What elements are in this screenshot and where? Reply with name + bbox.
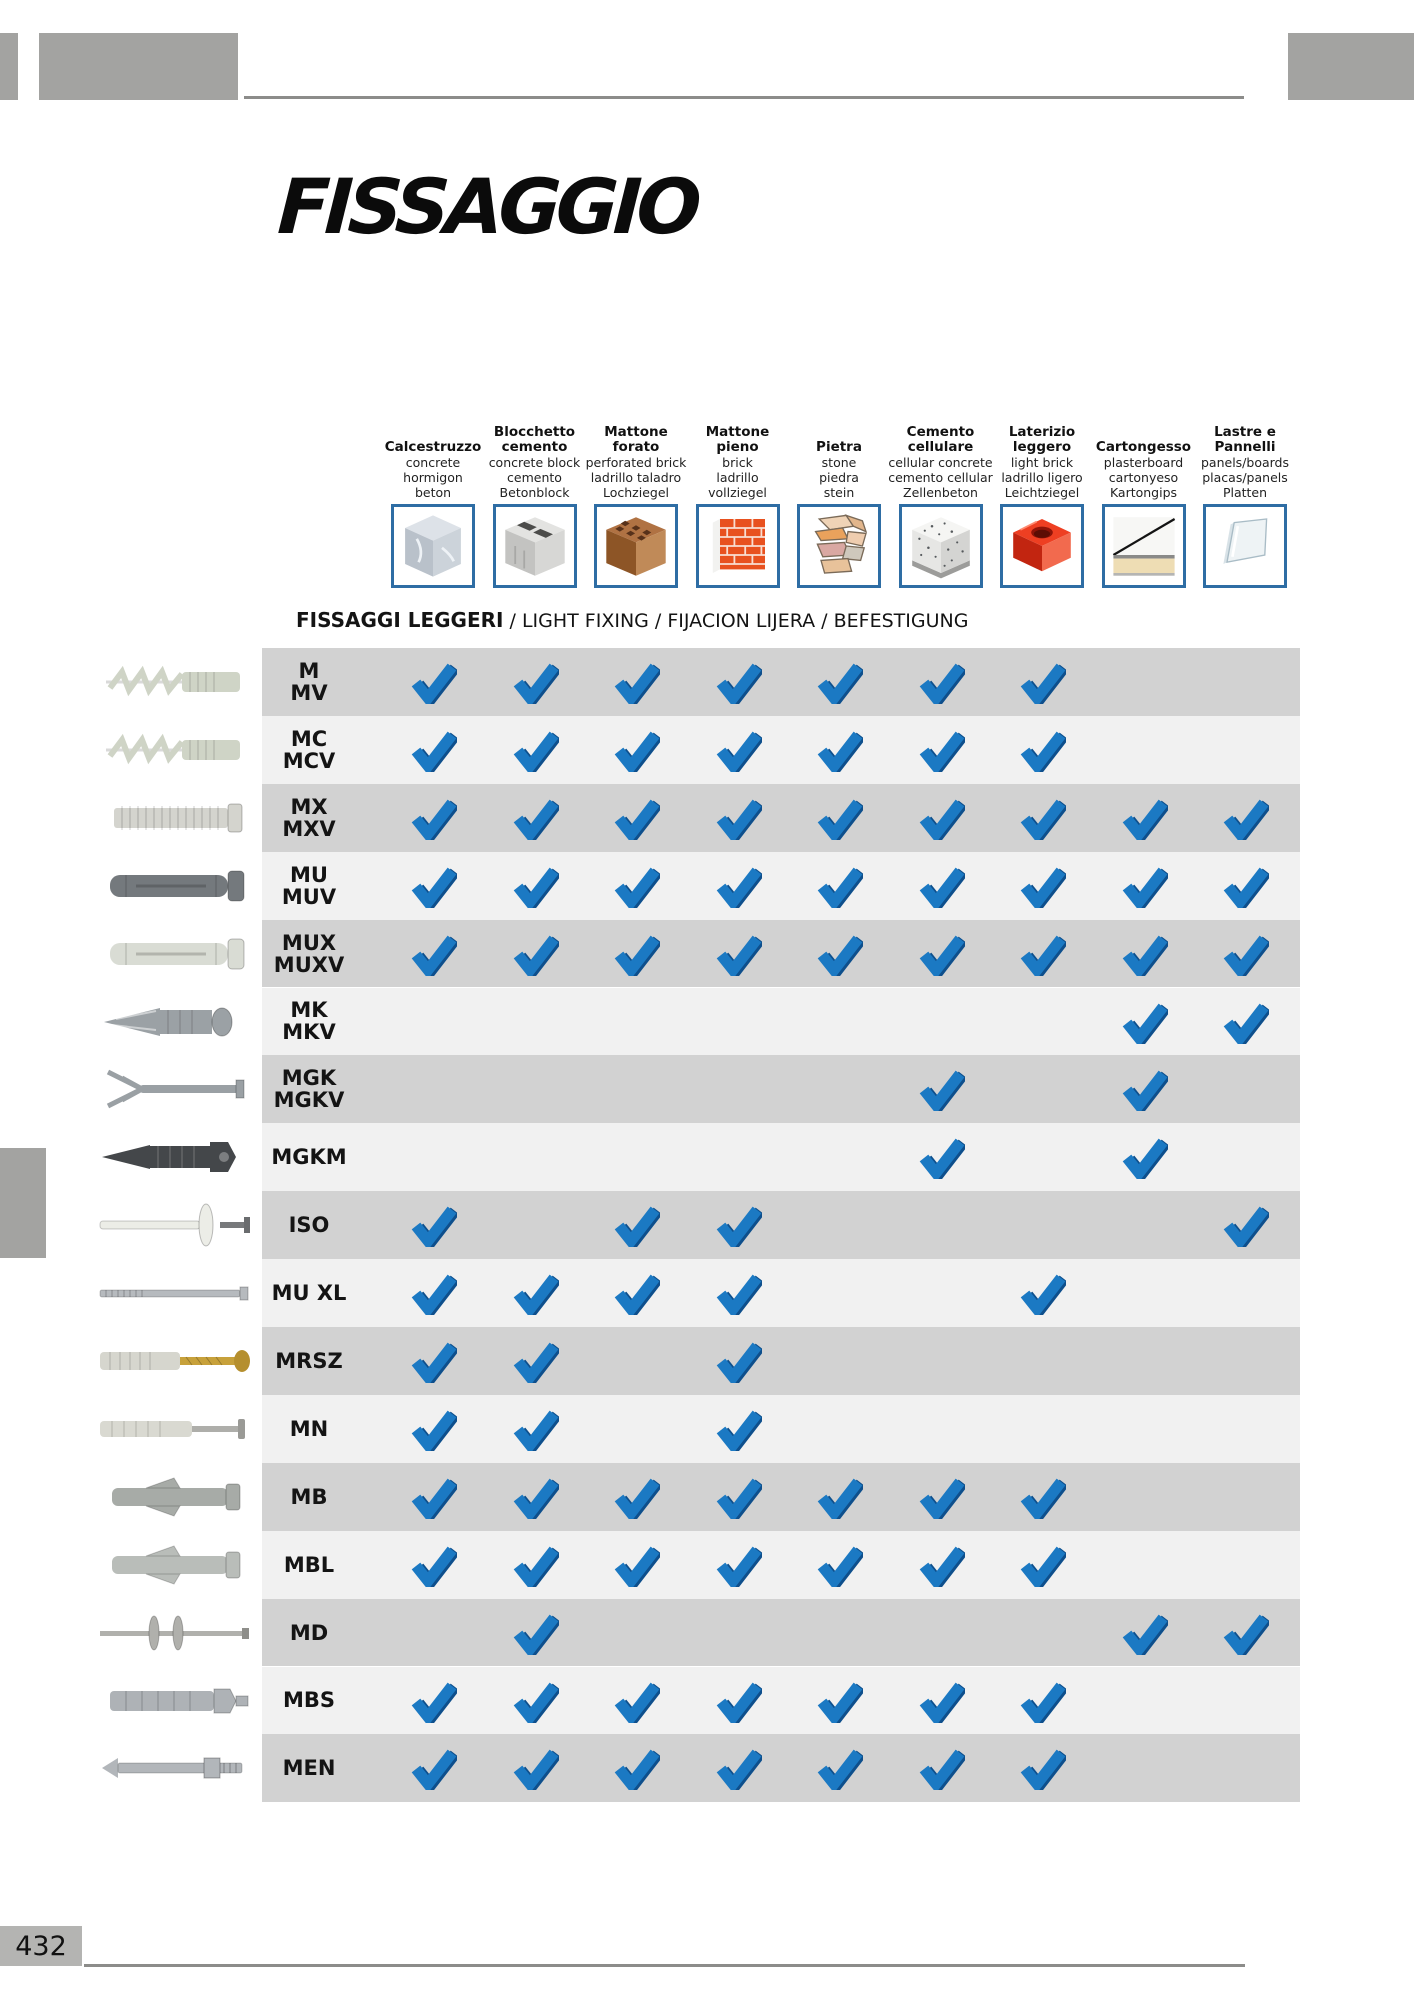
check-icon xyxy=(409,728,457,772)
check-icon xyxy=(612,1271,660,1315)
material-translation: ladrillo taladro xyxy=(590,470,682,485)
row-label-line: MN xyxy=(289,1416,329,1441)
product-photo xyxy=(96,725,256,775)
check-icon xyxy=(917,728,965,772)
section-heading-rest: / LIGHT FIXING / FIJACION LIJERA / BEFESTIGUNG xyxy=(503,610,969,632)
material-name: leggero xyxy=(1012,439,1072,455)
material-translation: cartonyeso xyxy=(1108,470,1179,485)
product-photo xyxy=(96,793,256,843)
check-icon xyxy=(1221,1000,1269,1044)
p-smooth-icon xyxy=(96,929,256,979)
row-label xyxy=(262,852,356,920)
check-icon xyxy=(714,796,762,840)
row-label xyxy=(262,716,356,784)
check-icon xyxy=(1120,864,1168,908)
material-name: Lastre e xyxy=(1214,424,1276,440)
material-translation: Betonblock xyxy=(499,485,570,500)
check-icon xyxy=(409,1475,457,1519)
check-icon xyxy=(1018,728,1066,772)
row-label-line: MBS xyxy=(282,1688,336,1713)
material-thumbnail xyxy=(797,504,881,588)
check-icon xyxy=(1120,1611,1168,1655)
row-label-line: MCV xyxy=(282,748,336,773)
check-icon xyxy=(612,1203,660,1247)
row-label xyxy=(262,1327,356,1395)
check-icon xyxy=(1018,1475,1066,1519)
page-title: FISSAGGIO xyxy=(275,162,699,251)
product-photo xyxy=(96,1472,256,1522)
row-label-line: ISO xyxy=(288,1213,330,1238)
check-icon xyxy=(714,1203,762,1247)
row-label-line: MKV xyxy=(282,1020,336,1045)
check-icon xyxy=(714,1475,762,1519)
material-translation: stone xyxy=(821,455,857,470)
check-icon xyxy=(917,1135,965,1179)
row-label-line: MV xyxy=(290,680,328,705)
p-wing-icon xyxy=(96,1064,256,1114)
check-icon xyxy=(815,796,863,840)
check-icon xyxy=(714,1339,762,1383)
row-label-line: MBL xyxy=(283,1552,335,1577)
row-label xyxy=(262,988,356,1056)
check-icon xyxy=(714,728,762,772)
check-icon xyxy=(1018,932,1066,976)
p-framescrew-icon xyxy=(96,1336,256,1386)
material-name: cellulare xyxy=(907,439,974,455)
material-name: forato xyxy=(612,439,660,455)
material-translation: Platten xyxy=(1222,485,1268,500)
row-label xyxy=(262,1734,356,1802)
check-icon xyxy=(1221,1203,1269,1247)
check-icon xyxy=(511,796,559,840)
material-name: Mattone xyxy=(705,424,770,440)
check-icon xyxy=(511,1407,559,1451)
material-translation: cellular concrete xyxy=(888,455,993,470)
material-translation: concrete xyxy=(405,455,461,470)
material-translation: concrete block xyxy=(488,455,581,470)
row-label xyxy=(262,1667,356,1735)
material-translation: placas/panels xyxy=(1202,470,1288,485)
p-cone-icon xyxy=(96,997,256,1047)
check-icon xyxy=(511,660,559,704)
product-photo xyxy=(96,1743,256,1793)
mat-lightbrick-icon xyxy=(1006,510,1078,582)
check-icon xyxy=(409,1271,457,1315)
check-icon xyxy=(1221,864,1269,908)
check-icon xyxy=(917,796,965,840)
p-smooth-icon xyxy=(96,861,256,911)
check-icon xyxy=(1120,796,1168,840)
check-icon xyxy=(917,1746,965,1790)
check-icon xyxy=(917,864,965,908)
page-number-box xyxy=(0,1926,82,1966)
row-label-line: MRSZ xyxy=(275,1348,343,1373)
material-name: Mattone xyxy=(604,424,668,440)
material-translation: beton xyxy=(414,485,452,500)
material-name: Laterizio xyxy=(1008,424,1076,440)
row-label-line: MUV xyxy=(281,884,337,909)
product-photo xyxy=(96,1336,256,1386)
header-rule xyxy=(244,96,1244,99)
row-label xyxy=(262,1531,356,1599)
row-label xyxy=(262,648,356,716)
row-label xyxy=(262,1463,356,1531)
header-right-block xyxy=(1288,33,1414,100)
check-icon xyxy=(917,1475,965,1519)
check-icon xyxy=(714,1543,762,1587)
material-thumbnail xyxy=(1000,504,1084,588)
p-sleeve-icon xyxy=(96,1676,256,1726)
check-icon xyxy=(917,660,965,704)
row-label-line: MXV xyxy=(282,816,336,841)
check-icon xyxy=(511,1543,559,1587)
row-label-line: MU XL xyxy=(271,1281,347,1306)
material-translation: Lochziegel xyxy=(602,485,669,500)
check-icon xyxy=(1120,1000,1168,1044)
check-icon xyxy=(1120,932,1168,976)
check-icon xyxy=(1018,1271,1066,1315)
material-translation: ladrillo ligero xyxy=(1001,470,1083,485)
check-icon xyxy=(1120,1067,1168,1111)
header-left-block xyxy=(39,33,238,100)
row-label-line: MD xyxy=(289,1620,329,1645)
check-icon xyxy=(612,864,660,908)
check-icon xyxy=(409,932,457,976)
check-icon xyxy=(714,864,762,908)
check-icon xyxy=(409,796,457,840)
p-rod-icon xyxy=(96,1268,256,1318)
product-photo xyxy=(96,1064,256,1114)
p-disc-icon xyxy=(96,1200,256,1250)
mat-plasterboard-icon xyxy=(1108,510,1180,582)
material-name: Cemento xyxy=(906,424,975,440)
p-finned-icon xyxy=(96,725,256,775)
mat-stone-icon xyxy=(803,510,875,582)
check-icon xyxy=(714,1407,762,1451)
check-icon xyxy=(917,1679,965,1723)
row-label-line: MK xyxy=(290,998,328,1023)
row-label xyxy=(262,1191,356,1259)
material-translation: cemento cellular xyxy=(888,470,993,485)
row-label-line: MGK xyxy=(281,1066,337,1091)
header-corner-block xyxy=(0,33,18,100)
material-translation: cemento xyxy=(507,470,562,485)
check-icon xyxy=(409,1407,457,1451)
material-translation: perforated brick xyxy=(585,455,687,470)
check-icon xyxy=(815,1746,863,1790)
row-label-line: MX xyxy=(290,794,328,819)
material-column xyxy=(1175,425,1315,500)
check-icon xyxy=(409,1679,457,1723)
page-edge-tab xyxy=(0,1148,46,1258)
material-name: Blocchetto xyxy=(493,424,576,440)
product-photo xyxy=(96,929,256,979)
p-anchorrod-icon xyxy=(96,1743,256,1793)
check-icon xyxy=(815,1679,863,1723)
check-icon xyxy=(409,660,457,704)
material-translation: Kartongips xyxy=(1109,485,1178,500)
check-icon xyxy=(511,728,559,772)
check-icon xyxy=(409,1543,457,1587)
material-translation: plasterboard xyxy=(1103,455,1184,470)
mat-cellular-icon xyxy=(905,510,977,582)
check-icon xyxy=(409,1203,457,1247)
check-icon xyxy=(714,1746,762,1790)
check-icon xyxy=(409,1339,457,1383)
check-icon xyxy=(1018,864,1066,908)
check-icon xyxy=(1018,660,1066,704)
material-thumbnail xyxy=(1203,504,1287,588)
material-name: Pannelli xyxy=(1214,439,1276,455)
material-translation: piedra xyxy=(819,470,859,485)
product-photo xyxy=(96,1404,256,1454)
check-icon xyxy=(815,864,863,908)
check-icon xyxy=(1221,796,1269,840)
row-label xyxy=(262,1259,356,1327)
product-photo xyxy=(96,1676,256,1726)
check-icon xyxy=(511,1475,559,1519)
product-photo xyxy=(96,997,256,1047)
check-icon xyxy=(511,1339,559,1383)
check-icon xyxy=(511,1746,559,1790)
check-icon xyxy=(612,796,660,840)
mat-brickwall-icon xyxy=(702,510,774,582)
mat-concrete-icon xyxy=(397,510,469,582)
check-icon xyxy=(815,1543,863,1587)
material-translation: light brick xyxy=(1010,455,1074,470)
product-photo xyxy=(96,657,256,707)
check-icon xyxy=(511,932,559,976)
check-icon xyxy=(917,1067,965,1111)
material-translation: panels/boards xyxy=(1200,455,1289,470)
check-icon xyxy=(511,864,559,908)
footer-rule xyxy=(84,1964,1245,1967)
material-translation: vollziegel xyxy=(708,485,767,500)
p-washer-icon xyxy=(96,1608,256,1658)
check-icon xyxy=(815,932,863,976)
row-label xyxy=(262,1055,356,1123)
check-icon xyxy=(1221,1611,1269,1655)
check-icon xyxy=(815,1475,863,1519)
product-photo xyxy=(96,1540,256,1590)
p-exp-icon xyxy=(96,1540,256,1590)
check-icon xyxy=(511,1611,559,1655)
mat-panel-icon xyxy=(1209,510,1281,582)
page-number: 432 xyxy=(15,1930,67,1962)
row-label-line: MGKV xyxy=(273,1088,345,1113)
check-icon xyxy=(409,864,457,908)
material-translation: hormigon xyxy=(403,470,463,485)
material-thumbnail xyxy=(1102,504,1186,588)
check-icon xyxy=(511,1679,559,1723)
material-name: pieno xyxy=(716,439,759,455)
check-icon xyxy=(917,932,965,976)
section-heading-bold: FISSAGGI LEGGERI xyxy=(296,608,504,632)
product-photo xyxy=(96,1608,256,1658)
material-thumbnail xyxy=(899,504,983,588)
check-icon xyxy=(409,1746,457,1790)
check-icon xyxy=(612,932,660,976)
material-translation: brick xyxy=(722,455,753,470)
material-translation: stein xyxy=(823,485,855,500)
row-label-line: MUXV xyxy=(273,952,345,977)
p-nail-icon xyxy=(96,1404,256,1454)
material-name: Pietra xyxy=(816,439,862,455)
material-thumbnail xyxy=(696,504,780,588)
row-label-line: MEN xyxy=(282,1756,336,1781)
check-icon xyxy=(815,728,863,772)
check-icon xyxy=(917,1543,965,1587)
p-finned-icon xyxy=(96,657,256,707)
product-photo xyxy=(96,861,256,911)
material-thumbnail xyxy=(594,504,678,588)
material-name: Calcestruzzo xyxy=(384,439,482,455)
row-label-line: MB xyxy=(290,1484,328,1509)
check-icon xyxy=(1018,1746,1066,1790)
check-icon xyxy=(612,660,660,704)
material-translation: Leichtziegel xyxy=(1004,485,1080,500)
check-icon xyxy=(815,660,863,704)
row-label xyxy=(262,1395,356,1463)
product-photo xyxy=(96,1200,256,1250)
row-label xyxy=(262,920,356,988)
material-thumbnail xyxy=(493,504,577,588)
check-icon xyxy=(511,1271,559,1315)
p-selfdrill-icon xyxy=(96,1132,256,1182)
check-icon xyxy=(714,660,762,704)
check-icon xyxy=(1018,796,1066,840)
row-label-line: MC xyxy=(290,726,328,751)
row-label-line: MUX xyxy=(281,930,337,955)
check-icon xyxy=(1120,1135,1168,1179)
check-icon xyxy=(612,728,660,772)
check-icon xyxy=(612,1475,660,1519)
check-icon xyxy=(612,1543,660,1587)
check-icon xyxy=(612,1746,660,1790)
check-icon xyxy=(714,932,762,976)
mat-perfbrick-icon xyxy=(600,510,672,582)
check-icon xyxy=(1018,1543,1066,1587)
check-icon xyxy=(714,1679,762,1723)
material-name: Cartongesso xyxy=(1095,439,1192,455)
row-label xyxy=(262,1123,356,1191)
check-icon xyxy=(714,1271,762,1315)
row-label-line: MU xyxy=(290,862,328,887)
check-icon xyxy=(1221,932,1269,976)
material-translation: Zellenbeton xyxy=(903,485,978,500)
product-photo xyxy=(96,1268,256,1318)
material-name: cemento xyxy=(501,439,568,455)
row-label xyxy=(262,1599,356,1667)
check-icon xyxy=(612,1679,660,1723)
material-thumbnail xyxy=(391,504,475,588)
mat-block-icon xyxy=(499,510,571,582)
check-icon xyxy=(1018,1679,1066,1723)
p-ribbed-icon xyxy=(96,793,256,843)
row-label-line: M xyxy=(298,658,320,683)
product-photo xyxy=(96,1132,256,1182)
p-exp-icon xyxy=(96,1472,256,1522)
row-label-line: MGKM xyxy=(271,1145,347,1170)
section-heading xyxy=(296,608,968,632)
row-label xyxy=(262,784,356,852)
material-translation: ladrillo xyxy=(716,470,759,485)
